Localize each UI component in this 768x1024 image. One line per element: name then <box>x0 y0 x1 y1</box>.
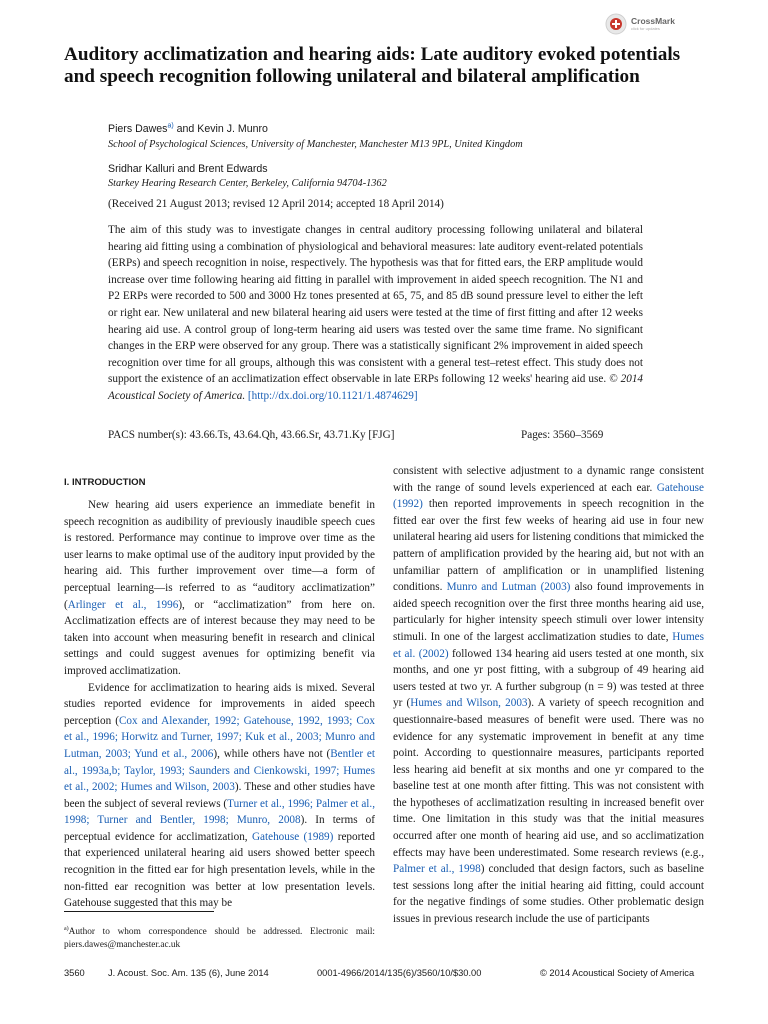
page-range: Pages: 3560–3569 <box>521 429 604 441</box>
intro-paragraph-3 <box>393 463 704 928</box>
citation-link[interactable]: Turner et al., 1996; Palmer et al., 1998; Turner and Bentler, 1998; Munro, 2008 <box>64 797 375 827</box>
citation-link[interactable]: Cox and Alexander, 1992; Gatehouse, 1992, 1993; Cox et al., 1996; Horwitz and Turner, 1997; Kuk et al., 2003; Munro and Lutman, 2003; Yund et al., 2006 <box>64 714 375 760</box>
right-column <box>393 463 704 928</box>
text-run: ). In terms of perceptual evidence for acclimatization, <box>64 814 375 843</box>
author-footnote-mark[interactable]: a) <box>167 122 174 130</box>
text-run: also found improvements in aided speech recognition over the first three months hearing aid use, particularly for higher intensity speech stimuli over lower intensity stimuli. In one of the largest acclimatization studies to date, <box>393 581 704 643</box>
text-run: Evidence for acclimatization to hearing aids is mixed. Several studies reported evidence for improvements in aided speech perception ( <box>64 681 375 727</box>
citation-link[interactable]: Palmer et al., 1998 <box>393 863 481 876</box>
paper-title: Auditory acclimatization and hearing aids: Late auditory evoked potentials and speech recognition following unilateral and bilateral amplification <box>64 44 681 87</box>
intro-paragraph-1 <box>64 497 375 680</box>
footnote-text: Author to whom correspondence should be addressed. Electronic mail: piers.dawes@manchester.ac.uk <box>64 927 375 951</box>
author-line-2: Sridhar Kalluri and Brent Edwards <box>108 163 268 175</box>
text-run: ). These and other studies have been the subject of several reviews ( <box>64 781 375 810</box>
text-run: then reported improvements in speech recognition in the fitted ear over the first few weeks of hearing aid use in four new unilateral hearing aid users for listening conditions that mimicked the pattern of amplification provided by the hearing aid, but not with an unfamiliar pattern of amplification or in unamplified listening conditions. <box>393 498 704 594</box>
text-run: New hearing aid users experience an immediate benefit in speech recognition as audibility of previously inaudible speech cues is restored. Performance may continue to improve over time as the user learns to make optimal use of the auditory input provided by the hearing aid. This further improvement over time—a form of perceptual learning—is referred to as “auditory acclimatization” ( <box>64 499 375 611</box>
abstract <box>108 222 643 405</box>
citation-link[interactable]: Humes and Wilson, 2003 <box>410 697 528 710</box>
citation-link[interactable]: Arlinger et al., 1996 <box>67 598 179 611</box>
footer-journal: J. Acoust. Soc. Am. 135 (6), June 2014 <box>108 968 269 978</box>
abstract-body: The aim of this study was to investigate changes in central auditory processing following unilateral and bilateral hearing aid fitting using a combination of physiological and behavioral measures: late auditory event-related potentials (ERPs) and speech recognition in noise, respectively. The hypothesis was that for fitted ears, the ERP amplitude would increase over time following hearing aid fitting in parallel with improvement in aided speech recognition. The N1 and P2 ERPs were recorded to 500 and 3000 Hz tones presented at 65, 75, and 85 dB sound pressure level to either the left or right ear. New unilateral and new bilateral hearing aid users were tested at the time of first fitting and after 12 weeks hearing aid use. A control group of long-term hearing aid users was tested over the same time frame. No significant changes in the ERP were observed for any group. There was a statistically significant 2% improvement in aided speech recognition over time for all groups, although this was consistent with a general test–retest effect. This study does not support the existence of an acclimatization effect observable in late ERPs following 12 weeks' hearing aid use. <box>108 224 643 386</box>
affiliation-2: Starkey Hearing Research Center, Berkeley, California 94704-1362 <box>108 178 387 189</box>
footer-page-number: 3560 <box>64 968 85 978</box>
crossmark-label: CrossMark <box>631 15 675 26</box>
text-run: ), while others have not ( <box>213 747 331 760</box>
crossmark-icon <box>605 13 627 35</box>
author-name-munro: and Kevin J. Munro <box>173 123 268 135</box>
text-run: ). A variety of speech recognition and questionnaire-based measures of benefit were used. There was no evidence for any systematic improvement in benefit at any time point. According to questionnaire measures, participants reported less hearing aid benefit at six months and one yr compared to the baseline test at one month after fitting. This was not consistent with the hypotheses of acclimatization resulting in increased benefit over time. One limitation in this study was that the initial measures occurred after one month of hearing aid use, and so acclimatization effects may have been underestimated. Some research reviews (e.g., <box>393 697 704 859</box>
abstract-copyright: © 2014 Acoustical Society of America. <box>108 373 644 402</box>
intro-paragraph-2 <box>64 680 375 912</box>
footer-copyright: © 2014 Acoustical Society of America <box>540 968 695 978</box>
received-dates: (Received 21 August 2013; revised 12 April 2014; accepted 18 April 2014) <box>108 198 444 210</box>
citation-link[interactable]: Bentler et al., 1993a,b; Taylor, 1993; Saunders and Cienkowski, 1997; Humes et al., 2002; Humes and Wilson, 2003 <box>64 747 375 794</box>
text-run: consistent with selective adjustment to a dynamic range consistent with the range of sound levels experienced at each ear. <box>393 465 704 494</box>
affiliation-1: School of Psychological Sciences, University of Manchester, Manchester M13 9PL, United Kingdom <box>108 139 523 150</box>
footnote-mark: a) <box>64 926 69 932</box>
footnote <box>64 923 375 952</box>
text-run: followed 134 hearing aid users tested at one month, six months, and one yr post fitting, with a subgroup of 49 hearing aid users tested at two yr. A further subgroup (n = 9) was tested at three yr ( <box>393 647 704 710</box>
citation-link[interactable]: Humes et al. (2002) <box>393 630 704 660</box>
section-heading: I. INTRODUCTION <box>64 477 146 488</box>
citation-link[interactable]: Munro and Lutman (2003) <box>446 581 571 594</box>
text-run: ) concluded that design factors, such as baseline test sessions long after the initial hearing aid fitting, could account for the negative findings of some studies. Other problematic design issues in previous research include the use of participants <box>393 863 704 926</box>
pacs-numbers: PACS number(s): 43.66.Ts, 43.64.Qh, 43.66.Sr, 43.71.Ky [FJG] <box>108 429 395 441</box>
left-column <box>64 463 375 912</box>
author-line-1 <box>108 123 268 135</box>
citation-link[interactable]: Gatehouse (1989) <box>251 830 334 843</box>
footnote-divider <box>64 911 214 912</box>
crossmark-sub: click for updates <box>631 26 660 32</box>
text-run: ), or “acclimatization” from here on. Acclimatization effects are of interest because they may need to be taken into account when measuring benefit in research and clinical settings and could suggest avenues for optimizing benefit via improved acclimatization. <box>64 598 375 677</box>
citation-link[interactable]: Gatehouse (1992) <box>393 481 704 511</box>
author-name-dawes: Piers Dawes <box>108 123 168 135</box>
footer-issn: 0001-4966/2014/135(6)/3560/10/$30.00 <box>317 968 482 978</box>
crossmark-badge[interactable] <box>605 11 675 37</box>
text-run: reported that experienced unilateral hearing aid users showed better speech recognition in the fitted ear for high presentation levels, while in the non-fitted ear recognition was better at low presentation levels. Gatehouse suggested that this may be <box>64 830 375 910</box>
doi-link[interactable]: [http://dx.doi.org/10.1121/1.4874629] <box>247 389 418 402</box>
